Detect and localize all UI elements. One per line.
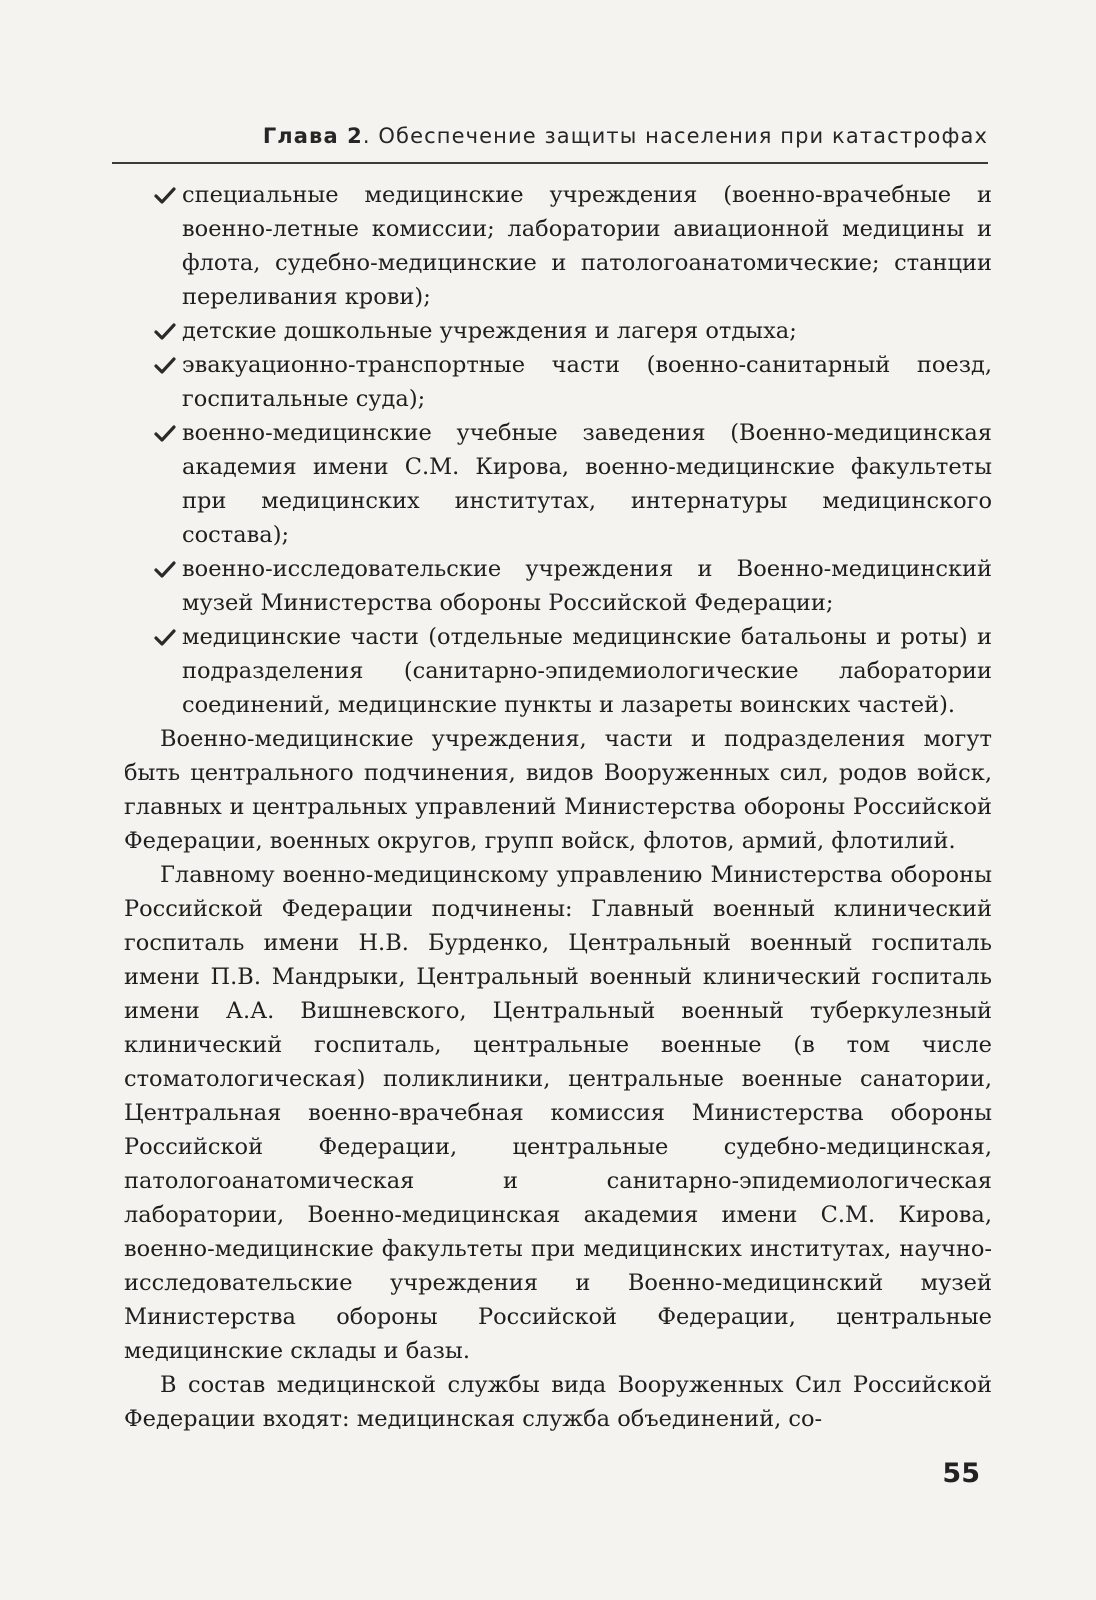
list-item [124,314,992,348]
running-head [112,124,988,164]
list-item-text: специальные медицинские учреждения (военно-врачебные и военно-летные комиссии; лаборатории авиационной медицины и флота, судебно-медицинские и патологоанатомические; станции переливания крови); [182,182,992,310]
checkmark-icon [154,560,176,580]
list-item [124,348,992,416]
list-item-text: медицинские части (отдельные медицинские батальоны и роты) и подразделения (санитарно-эпидемиологические лаборатории соединений, медицинские пункты и лазареты воинских частей). [182,624,992,718]
body-text [124,178,992,1436]
list-item [124,552,992,620]
body-paragraph: Военно-медицинские учреждения, части и подразделения могут быть центрального подчинения, видов Вооруженных сил, родов войск, главных и центральных управлений Министерства обороны Российской Федерации, военных округов, групп войск, флотов, армий, флотилий. [124,726,992,854]
list-item-text: военно-исследовательские учреждения и Военно-медицинский музей Министерства обороны Российской Федерации; [182,556,992,616]
list-item [124,178,992,314]
bullet-list [124,178,992,722]
list-item-text: детские дошкольные учреждения и лагеря отдыха; [182,318,797,344]
list-item [124,416,992,552]
checkmark-icon [154,186,176,206]
checkmark-icon [154,322,176,342]
chapter-label: Глава 2 [262,124,363,148]
checkmark-icon [154,628,176,648]
header-rule [112,162,988,164]
checkmark-icon [154,356,176,376]
chapter-title: . Обеспечение защиты населения при катастрофах [362,124,988,148]
list-item [124,620,992,722]
body-paragraph: В состав медицинской службы вида Вооруженных Сил Российской Федерации входят: медицинская служба объединений, со- [124,1372,992,1432]
body-paragraph: Главному военно-медицинскому управлению Министерства обороны Российской Федерации подчинены: Главный военный клинический госпиталь имени Н.В. Бурденко, Центральный военный госпиталь имени П.В. Мандрыки, Центральный военный клинический госпиталь имени А.А. Вишневского, Центральный военный туберкулезный клинический госпиталь, центральные военные (в том числе стоматологическая) поликлиники, центральные военные санатории, Центральная военно-врачебная комиссия Министерства обороны Российской Федерации, центральные судебно-медицинская, патологоанатомическая и санитарно-эпидемиологическая лаборатории, Военно-медицинская академия имени С.М. Кирова, военно-медицинские факультеты при медицинских институтах, научно-исследовательские учреждения и Военно-медицинский музей Министерства обороны Российской Федерации, центральные медицинские склады и базы. [124,862,992,1364]
page-number: 55 [942,1458,980,1489]
list-item-text: эвакуационно-транспортные части (военно-санитарный поезд, госпитальные суда); [182,352,992,412]
checkmark-icon [154,424,176,444]
list-item-text: военно-медицинские учебные заведения (Военно-медицинская академия имени С.М. Кирова, военно-медицинские факультеты при медицинских институтах, интернатуры медицинского состава); [182,420,992,548]
